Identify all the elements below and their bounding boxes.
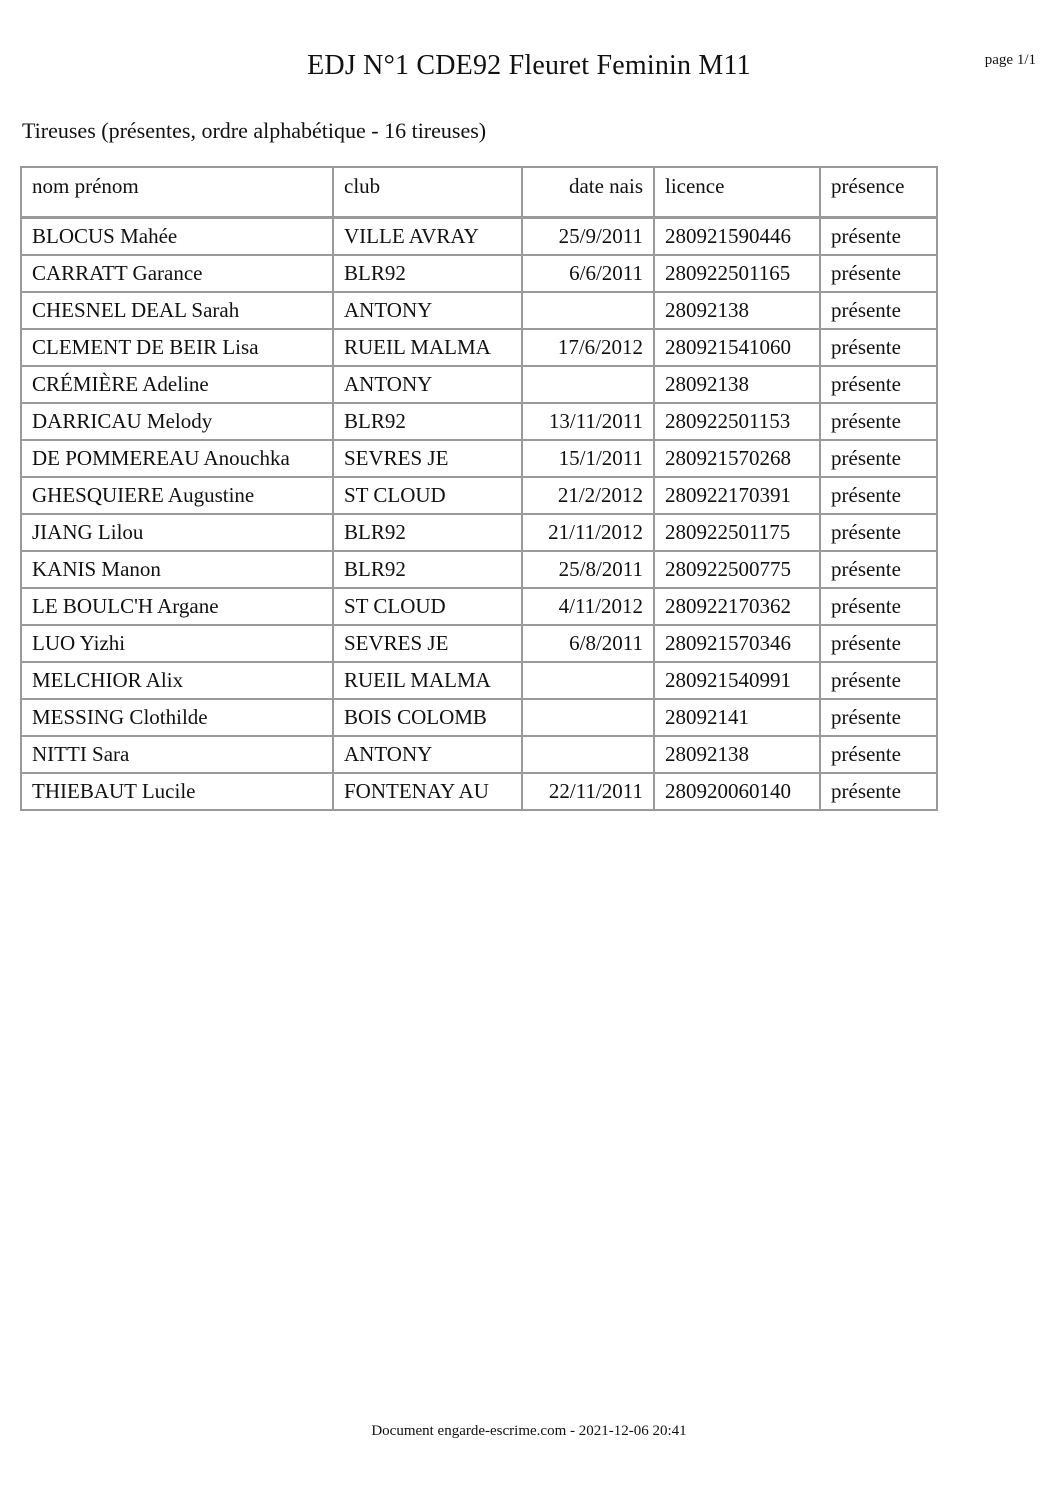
cell-birthdate: 21/2/2012 xyxy=(522,477,654,514)
cell-licence: 280922501153 xyxy=(654,403,820,440)
col-header-licence: licence xyxy=(654,167,820,218)
cell-presence: présente xyxy=(820,588,937,625)
cell-name: MELCHIOR Alix xyxy=(21,662,333,699)
cell-birthdate: 17/6/2012 xyxy=(522,329,654,366)
cell-name: CLEMENT DE BEIR Lisa xyxy=(21,329,333,366)
col-header-club: club xyxy=(333,167,522,218)
cell-licence: 280922500775 xyxy=(654,551,820,588)
cell-name: CARRATT Garance xyxy=(21,255,333,292)
cell-club: SEVRES JE xyxy=(333,440,522,477)
cell-licence: 280921590446 xyxy=(654,218,820,256)
cell-licence: 280921570268 xyxy=(654,440,820,477)
cell-licence: 280922170391 xyxy=(654,477,820,514)
table-row xyxy=(21,588,937,625)
cell-licence: 280920060140 xyxy=(654,773,820,810)
table-row xyxy=(21,662,937,699)
cell-club: ANTONY xyxy=(333,366,522,403)
page-number: page 1/1 xyxy=(984,52,1036,68)
table-row xyxy=(21,477,937,514)
cell-licence: 28092138 xyxy=(654,366,820,403)
page-title: EDJ N°1 CDE92 Fleuret Feminin M11 xyxy=(307,50,751,81)
cell-name: MESSING Clothilde xyxy=(21,699,333,736)
cell-club: ANTONY xyxy=(333,736,522,773)
table-row xyxy=(21,625,937,662)
cell-presence: présente xyxy=(820,773,937,810)
cell-birthdate: 15/1/2011 xyxy=(522,440,654,477)
cell-name: LE BOULC'H Argane xyxy=(21,588,333,625)
cell-presence: présente xyxy=(820,477,937,514)
cell-licence: 280922501175 xyxy=(654,514,820,551)
cell-club: ANTONY xyxy=(333,292,522,329)
table-row xyxy=(21,699,937,736)
table-row xyxy=(21,773,937,810)
cell-birthdate: 22/11/2011 xyxy=(522,773,654,810)
cell-presence: présente xyxy=(820,514,937,551)
cell-club: ST CLOUD xyxy=(333,588,522,625)
cell-name: KANIS Manon xyxy=(21,551,333,588)
document-footer: Document engarde-escrime.com - 2021-12-06 20:41 xyxy=(371,1423,687,1439)
cell-club: BLR92 xyxy=(333,551,522,588)
cell-presence: présente xyxy=(820,366,937,403)
table-row xyxy=(21,736,937,773)
cell-birthdate: 21/11/2012 xyxy=(522,514,654,551)
cell-licence: 280921540991 xyxy=(654,662,820,699)
table-row xyxy=(21,403,937,440)
cell-birthdate xyxy=(522,292,654,329)
cell-club: RUEIL MALMA xyxy=(333,662,522,699)
cell-presence: présente xyxy=(820,662,937,699)
col-header-birthdate: date nais xyxy=(522,167,654,218)
cell-presence: présente xyxy=(820,292,937,329)
table-row xyxy=(21,255,937,292)
cell-presence: présente xyxy=(820,551,937,588)
cell-name: CHESNEL DEAL Sarah xyxy=(21,292,333,329)
cell-name: DARRICAU Melody xyxy=(21,403,333,440)
cell-name: JIANG Lilou xyxy=(21,514,333,551)
cell-presence: présente xyxy=(820,736,937,773)
cell-licence: 28092138 xyxy=(654,736,820,773)
cell-birthdate xyxy=(522,736,654,773)
cell-name: NITTI Sara xyxy=(21,736,333,773)
cell-presence: présente xyxy=(820,625,937,662)
cell-birthdate xyxy=(522,366,654,403)
cell-licence: 280921570346 xyxy=(654,625,820,662)
cell-name: BLOCUS Mahée xyxy=(21,218,333,256)
cell-presence: présente xyxy=(820,255,937,292)
cell-club: FONTENAY AU xyxy=(333,773,522,810)
cell-birthdate: 4/11/2012 xyxy=(522,588,654,625)
table-row xyxy=(21,292,937,329)
cell-licence: 280922501165 xyxy=(654,255,820,292)
table-row xyxy=(21,366,937,403)
cell-club: BLR92 xyxy=(333,403,522,440)
cell-presence: présente xyxy=(820,329,937,366)
cell-licence: 28092141 xyxy=(654,699,820,736)
cell-name: LUO Yizhi xyxy=(21,625,333,662)
cell-name: GHESQUIERE Augustine xyxy=(21,477,333,514)
table-row xyxy=(21,551,937,588)
cell-club: BOIS COLOMB xyxy=(333,699,522,736)
cell-club: ST CLOUD xyxy=(333,477,522,514)
cell-birthdate: 13/11/2011 xyxy=(522,403,654,440)
table-body xyxy=(21,218,937,811)
cell-birthdate: 6/6/2011 xyxy=(522,255,654,292)
cell-presence: présente xyxy=(820,440,937,477)
table-row xyxy=(21,514,937,551)
cell-club: SEVRES JE xyxy=(333,625,522,662)
cell-birthdate: 25/8/2011 xyxy=(522,551,654,588)
cell-club: VILLE AVRAY xyxy=(333,218,522,256)
cell-name: THIEBAUT Lucile xyxy=(21,773,333,810)
cell-licence: 28092138 xyxy=(654,292,820,329)
cell-presence: présente xyxy=(820,218,937,256)
cell-licence: 280922170362 xyxy=(654,588,820,625)
table-row xyxy=(21,218,937,256)
table-row xyxy=(21,440,937,477)
section-subtitle: Tireuses (présentes, ordre alphabétique - 16 tireuses) xyxy=(22,118,487,143)
cell-presence: présente xyxy=(820,699,937,736)
cell-licence: 280921541060 xyxy=(654,329,820,366)
cell-club: BLR92 xyxy=(333,255,522,292)
fencers-table xyxy=(20,166,938,811)
table-header-row xyxy=(21,167,937,218)
cell-birthdate xyxy=(522,699,654,736)
cell-presence: présente xyxy=(820,403,937,440)
cell-birthdate xyxy=(522,662,654,699)
cell-birthdate: 6/8/2011 xyxy=(522,625,654,662)
cell-name: CRÉMIÈRE Adeline xyxy=(21,366,333,403)
cell-club: BLR92 xyxy=(333,514,522,551)
col-header-presence: présence xyxy=(820,167,937,218)
cell-club: RUEIL MALMA xyxy=(333,329,522,366)
cell-name: DE POMMEREAU Anouchka xyxy=(21,440,333,477)
col-header-name: nom prénom xyxy=(21,167,333,218)
cell-birthdate: 25/9/2011 xyxy=(522,218,654,256)
table-row xyxy=(21,329,937,366)
